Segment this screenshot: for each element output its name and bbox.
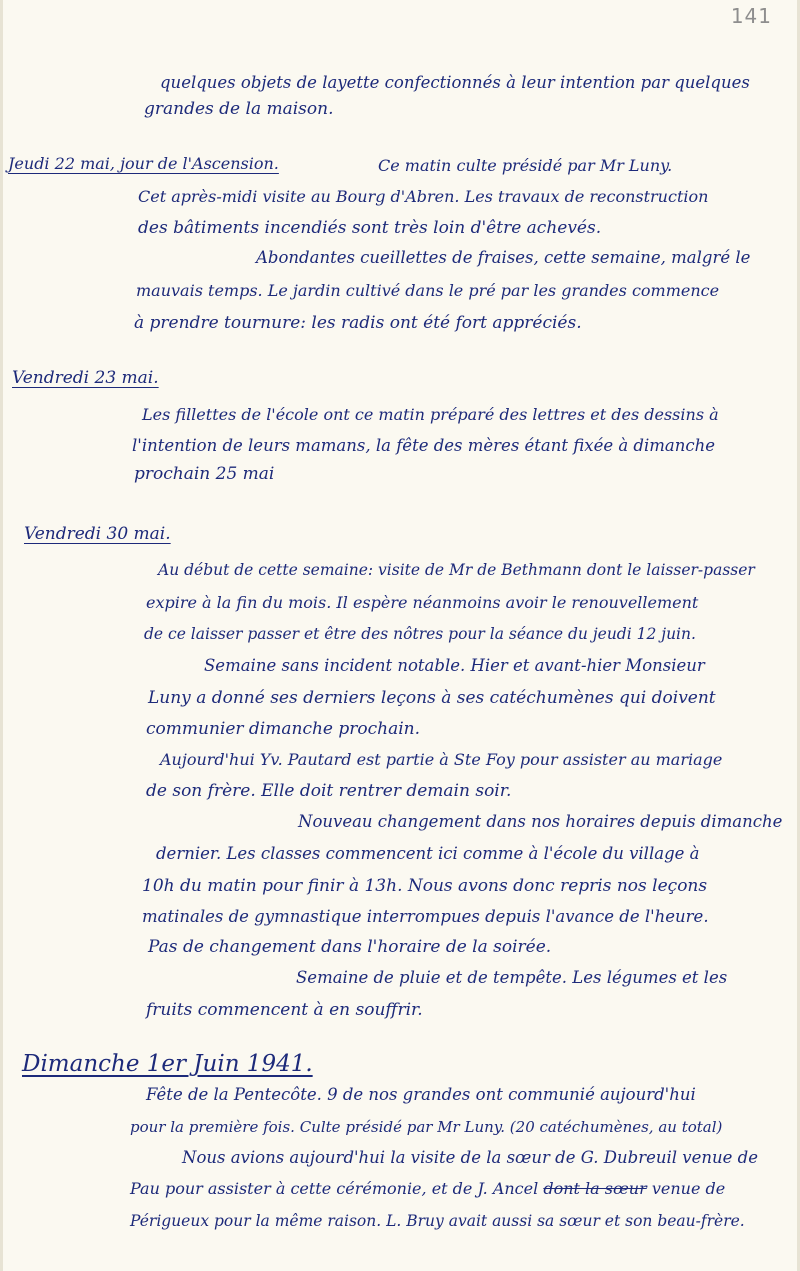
- text-line: Cet après-midi visite au Bourg d'Abren. Les travaux de reconstruction: [138, 187, 709, 206]
- entry-heading-dimanche-1-juin: Dimanche 1er Juin 1941.: [22, 1051, 313, 1077]
- text-segment: venue de: [651, 1179, 726, 1198]
- text-line: prochain 25 mai: [134, 464, 275, 484]
- text-line: matinales de gymnastique interrompues depuis l'avance de l'heure.: [142, 907, 709, 926]
- text-line: de ce laisser passer et être des nôtres pour la séance du jeudi 12 juin.: [144, 625, 696, 643]
- text-line: dernier. Les classes commencent ici comme à l'école du village à: [156, 844, 700, 863]
- text-line: quelques objets de layette confectionnés à leur intention par quelques: [160, 73, 750, 92]
- text-line: communier dimanche prochain.: [146, 719, 421, 739]
- text-line: l'intention de leurs mamans, la fête des mères étant fixée à dimanche: [132, 436, 716, 455]
- text-line: Semaine de pluie et de tempête. Les légumes et les: [296, 968, 728, 987]
- text-line: mauvais temps. Le jardin cultivé dans le pré par les grandes commence: [136, 281, 720, 300]
- text-line: fruits commencent à en souffrir.: [146, 1000, 423, 1020]
- text-segment: Pau pour assister à cette cérémonie, et de J. Ancel: [130, 1179, 539, 1198]
- entry-heading-vendredi-23-mai: Vendredi 23 mai.: [12, 368, 159, 388]
- text-line: pour la première fois. Culte présidé par Mr Luny. (20 catéchumènes, au total): [130, 1118, 723, 1136]
- entry-heading-jeudi-22-mai: Jeudi 22 mai, jour de l'Ascension.: [8, 154, 279, 173]
- text-line: [130, 1179, 725, 1199]
- text-line: Semaine sans incident notable. Hier et avant-hier Monsieur: [204, 656, 705, 675]
- text-line: Au début de cette semaine: visite de Mr de Bethmann dont le laisser-passer: [158, 561, 755, 579]
- text-line: Les fillettes de l'école ont ce matin préparé des lettres et des dessins à: [142, 405, 719, 424]
- text-line: Abondantes cueillettes de fraises, cette semaine, malgré le: [256, 248, 751, 267]
- page-left-edge: [0, 0, 3, 1271]
- text-line: Aujourd'hui Yv. Pautard est partie à Ste Foy pour assister au mariage: [160, 750, 723, 769]
- text-line: à prendre tournure: les radis ont été fort appréciés.: [134, 313, 582, 333]
- struck-out-text: dont la sœur: [543, 1179, 647, 1198]
- text-line: Nouveau changement dans nos horaires depuis dimanche: [298, 812, 783, 831]
- text-line: Nous avions aujourd'hui la visite de la sœur de G. Dubreuil venue de: [182, 1148, 758, 1167]
- text-line: Ce matin culte présidé par Mr Luny.: [378, 156, 673, 175]
- text-line: 10h du matin pour finir à 13h. Nous avons donc repris nos leçons: [142, 876, 708, 896]
- text-line: de son frère. Elle doit rentrer demain soir.: [146, 781, 512, 801]
- text-line: Fête de la Pentecôte. 9 de nos grandes ont communié aujourd'hui: [146, 1085, 696, 1104]
- text-line: Périgueux pour la même raison. L. Bruy avait aussi sa sœur et son beau-frère.: [130, 1212, 745, 1230]
- text-line: expire à la fin du mois. Il espère néanmoins avoir le renouvellement: [146, 593, 699, 612]
- page-number: 141: [730, 4, 772, 28]
- text-line: grandes de la maison.: [144, 99, 334, 119]
- text-line: Pas de changement dans l'horaire de la soirée.: [148, 937, 552, 957]
- entry-heading-vendredi-30-mai: Vendredi 30 mai.: [24, 524, 171, 544]
- text-line: des bâtiments incendiés sont très loin d'être achevés.: [138, 218, 602, 238]
- text-line: Luny a donné ses derniers leçons à ses catéchumènes qui doivent: [148, 688, 716, 708]
